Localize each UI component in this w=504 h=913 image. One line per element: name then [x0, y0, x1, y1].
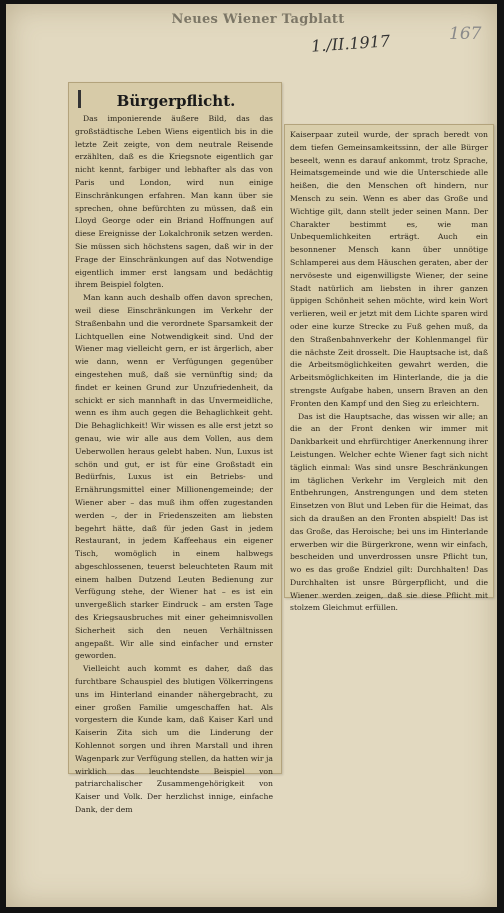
- paragraph: Kaiserpaar zuteil wurde, der sprach beredt von dem tiefen Gemeinsamkeitssinn, der alle Bürger beseelt, wenn es darauf ankommt, trotz Sprache, Heimatsgemeinde und wie die Unterschiede alle heißen, die den Menschen oft hindern, nur Mensch zu sein. Wenn es aber das Große und Wichtige gilt, dann stellt jeder seinen Mann. Der Charakter bestimmt es, wie man Unbequemlichkeiten erträgt. Auch ein besonnener Mensch kann über unnötige Schlamperei aus dem Häuschen geraten, aber der nervöseste und eigenwilligste Wiener, der seine Stadt natürlich am liebsten in ihrer ganzen üppigen Schönheit sehen möchte, wird kein Wort verlieren, weil er jetzt mit dem Lichte sparen wird oder eine kurze Strecke zu Fuß gehen muß, da den Straßenbahnverkehr der Kohlenmangel für die nächste Zeit drosselt. Die Hauptsache ist, daß die Arbeitsmöglichkeiten gewahrt werden, die Arbeitsmöglichkeiten im Hinterlande, die ja die strengste Aufgabe haben, unsern Braven an den Fronten den Kampf und den Sieg zu erleichtern.: [290, 130, 488, 408]
- article-headline: Bürgerpflicht.: [116, 92, 236, 110]
- paragraph: Das ist die Hauptsache, das wissen wir alle; an die an der Front denken wir immer mit Dankbarkeit und ehrfürchtiger Anerkennung ihrer Leistungen. Welcher echte Wiener fagt sich nicht täglich einmal: Was sind unsre Beschränkungen im täglichen Verkehr im Vergleich mit den Entbehrungen, Anstrengungen und dem steten Einsetzen von Blut und Leben für die Heimat, das sich da draußen an den Fronten abspielt! Das ist das Große, das Heroische; bei uns im Hinterlande erwerben wir die Bürgerkrone, wenn wir einfach, bescheiden und unverdrossen unsre Pflicht tun, wo es das große Endziel gilt: Durchhalten! Das Durchhalten ist unsre Bürgerpflicht, und die Wiener werden zeigen, daß sie diese Pflicht mit stolzem Gleichmut erfüllen.: [290, 411, 488, 613]
- paragraph: Vielleicht auch kommt es daher, daß das furchtbare Schauspiel des blutigen Völkerringens uns im Hinterland einander nähergebracht, zu einer großen Familie umgeschaffen hat. Als vorgestern die Kunde kam, daß Kaiser Karl und Kaiserin Zita sich um die Linderung der Kohlennot sorgen und ihren Marstall und ihren Wagenpark zur Verfügung stellen, da hatten wir ja wirklich das leuchtendste Beispiel von patriarchalischer Zusammengehörigkeit von Kaiser und Volk. Der herzlichst innige, einfache Dank, der dem: [75, 664, 273, 815]
- clipping-left-column: [68, 82, 282, 815]
- newspaper-masthead: Neues Wiener Tagblatt: [171, 12, 345, 27]
- clipping-right-column: [284, 124, 494, 613]
- paragraph: Das imponierende äußere Bild, das das großstädtische Leben Wiens eigentlich bis in die letzte Zeit zeigte, von dem neutrale Reisende erzählten, daß es die Kriegsnote eigentlich gar nicht kennt, farbiger und lebhafter als das von Paris und London, wird nun einige Einschränkungen erfahren. Man kann über sie sprechen, ohne befürchten zu müssen, daß ein Lloyd George oder ein Briand Hoffnungen auf diese Ereignisse der Lokalchronik setzen werden. Sie müssen sich höchstens sagen, daß wir in der Frage der Einschränkungen auf das Notwendige eigentlich immer erst langsam und bedächtig ihrem Beispiel folgten.: [75, 114, 273, 290]
- handwritten-page-number: 167: [449, 24, 482, 44]
- paragraph: Man kann auch deshalb offen davon sprechen, weil diese Einschränkungen im Verkehr der Straßenbahn und die verordnete Sparsamkeit der Lichtquellen eine Notwendigkeit sind. Und der Wiener mag vielleicht gern, er ist ärgerlich, aber wie dann, wenn er Verfügungen gegenüber eingestehen muß, daß sie vernünftig sind; da findet er keinen Grund zur Unzufriedenheit, da schickt er sich mannhaft in das Unvermeidliche, wenn es ihm auch gegen die Behaglichkeit geht. Die Behaglichkeit! Wir wissen es alle erst jetzt so genau, wie wir alle aus dem Vollen, aus dem Ueberwollen heraus gelebt haben. Nun, Luxus ist schön und gut, er ist für eine Großstadt ein Bedürfnis, Luxus ist ein Betriebs- und Ernährungsmittel einer Millionengemeinde; der Wiener aber – das muß ihm offen zugestanden werden –, der in Friedenszeiten am liebsten begehrt hätte, daß für jeden Gast in jedem Restaurant, in jedem Kaffeehaus ein eigener Tisch, womöglich in einem halbwegs abgeschlossenen, teuerst beleuchteten Raum mit einem halben Dutzend Leuten Bedienung zur Verfügung stehe, der Wiener hat – es ist ein unvergeßlich starker Eindruck – am ersten Tage des Kriegsausbruches mit einer geheimnisvollen Sicherheit sich den neuen Verhältnissen angepaßt. Wir alle sind einfacher und ernster geworden.: [75, 293, 273, 661]
- handwritten-date: 1./II.1917: [310, 31, 391, 56]
- headline-mark: [78, 90, 81, 108]
- article-body-right: [290, 129, 488, 615]
- article-body-left: [75, 113, 273, 817]
